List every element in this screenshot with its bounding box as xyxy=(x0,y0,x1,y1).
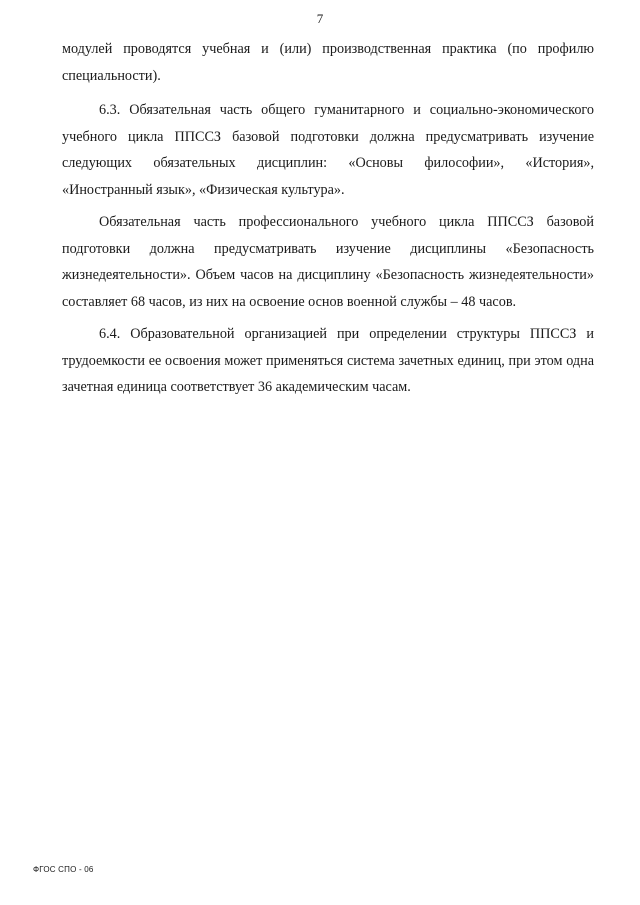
page-number: 7 xyxy=(316,11,324,26)
footer-doc-code: ФГОС СПО - 06 xyxy=(33,865,94,874)
paragraph-safety-discipline: Обязательная часть профессионального учебного цикла ППССЗ базовой подготовки должна предусматривать изучение дисциплины «Безопасность жизнедеятельности». Объем часов на дисциплину «Безопасность жизнедеятельности» составляет 68 часов, из них на освоение основ военной службы – 48 часов. xyxy=(62,214,594,310)
document-body xyxy=(62,36,594,401)
paragraph-6-3: 6.3. Обязательная часть общего гуманитарного и социально-экономического учебного цикла ППССЗ базовой подготовки должна предусматривать изучение следующих обязательных дисциплин: «Основы философии», «История», «Иностранный язык», «Физическая культура». xyxy=(62,102,594,198)
paragraph-continuation: модулей проводятся учебная и (или) производственная практика (по профилю специальности). xyxy=(62,41,594,84)
paragraph-6-4: 6.4. Образовательной организацией при определении структуры ППССЗ и трудоемкости ее освоения может применяться система зачетных единиц, при этом одна зачетная единица соответствует 36 академическим часам. xyxy=(62,326,594,395)
